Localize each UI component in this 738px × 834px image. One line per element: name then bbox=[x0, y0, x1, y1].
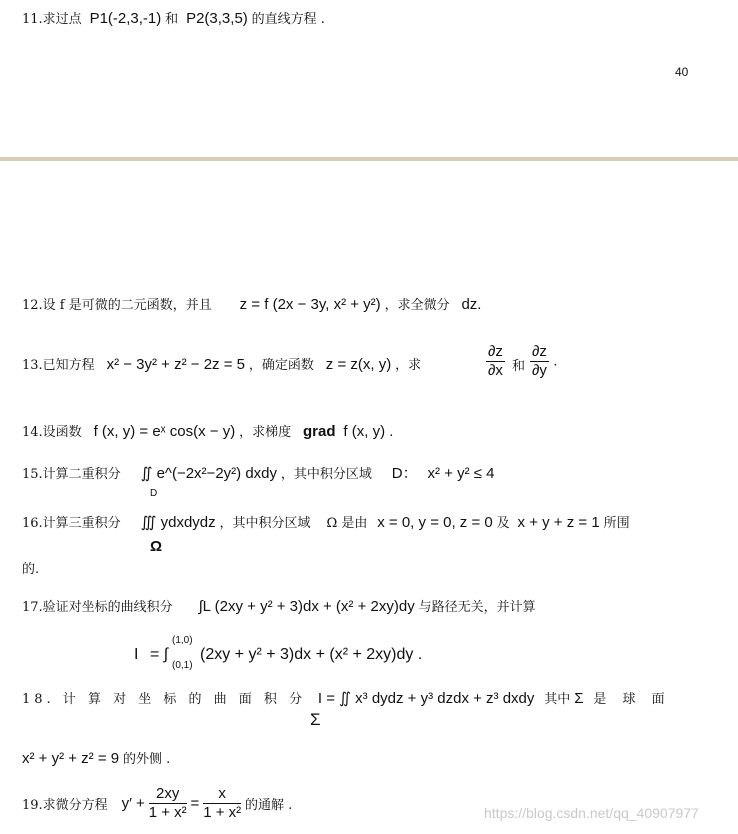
page-divider bbox=[0, 157, 738, 161]
q13-frac-dzdx bbox=[486, 343, 505, 380]
question-11 bbox=[22, 8, 325, 30]
q12-formula: z = f (2x − 3y, x² + y²) bbox=[239, 296, 381, 313]
q17-I: I bbox=[134, 646, 139, 663]
q15-region: x² + y² ≤ 4 bbox=[427, 465, 495, 482]
q18-sigma-sub: Σ bbox=[310, 710, 321, 729]
q16-plane: x + y + z = 1 bbox=[517, 514, 600, 531]
q16-omega: Ω 是由 bbox=[326, 516, 368, 531]
q11-label: 11.求过点 bbox=[22, 12, 82, 27]
q14-label: 14.设函数 bbox=[22, 425, 82, 440]
question-16 bbox=[22, 512, 630, 534]
q17-mid: 与路径无关，并计算 bbox=[418, 600, 536, 615]
question-12 bbox=[22, 294, 481, 316]
q16-label: 16.计算三重积分 bbox=[22, 516, 121, 531]
q14-tail: f (x, y) . bbox=[343, 423, 394, 440]
q15-D: D： bbox=[391, 465, 418, 482]
q17-integral: ∫L (2xy + y² + 3)dx + (x² + 2xy)dy bbox=[198, 598, 415, 615]
q18-sigma: Σ bbox=[574, 690, 584, 707]
q15-label: 15.计算二重积分 bbox=[22, 467, 121, 482]
q11-mid: 和 bbox=[165, 12, 179, 27]
q13-label: 13.已知方程 bbox=[22, 358, 95, 373]
q13-dy: ∂y bbox=[532, 362, 547, 379]
question-19 bbox=[22, 785, 292, 822]
q18-mid2: 是 球 面 bbox=[593, 692, 671, 707]
q18-integral: I = ∬ x³ dydz + y³ dzdx + z³ dxdy bbox=[317, 690, 535, 707]
q16-region-label: Ω bbox=[150, 538, 163, 555]
q19-lhs: y′ + bbox=[121, 795, 145, 812]
q12-tail: ，求全微分 bbox=[384, 298, 450, 313]
q14-grad: grad bbox=[303, 423, 336, 440]
q19-num2: x bbox=[203, 785, 241, 804]
watermark: https://blog.csdn.net/qq_40907977 bbox=[484, 805, 699, 821]
q11-p1: P1(-2,3,-1) bbox=[89, 10, 162, 27]
q13-frac-dzdy: $\frac{\partial z}{\partial y}$ . bbox=[532, 343, 558, 379]
q16-mid: ，其中积分区域 bbox=[219, 516, 311, 531]
q11-tail: 的直线方程 . bbox=[251, 12, 325, 27]
q13-dx: ∂x bbox=[488, 362, 503, 379]
q15-region-label: D bbox=[150, 488, 158, 499]
q17-label: 17.验证对坐标的曲线积分 bbox=[22, 600, 173, 615]
q13-dz-2: ∂z bbox=[532, 343, 547, 360]
q13-and: 和 bbox=[512, 359, 526, 374]
q12-label: 12.设 f 是可微的二元函数，并且 bbox=[22, 298, 212, 313]
q19-num1: 2xy bbox=[149, 785, 187, 804]
q17-equals: = ∫ bbox=[150, 646, 169, 663]
q16-tail: 所围 bbox=[603, 516, 630, 531]
q15-integral: ∬ e^(−2x²−2y²) dxdy bbox=[140, 465, 277, 482]
question-17 bbox=[22, 596, 536, 618]
question-15 bbox=[22, 463, 495, 485]
question-18 bbox=[22, 688, 671, 710]
q13-mid: ，确定函数 bbox=[248, 358, 314, 373]
q18-tail: 的外侧 . bbox=[123, 752, 171, 767]
q13-func: z = z(x, y) bbox=[325, 356, 392, 373]
q18-label: 18. 计 算 对 坐 标 的 曲 面 积 分 bbox=[22, 692, 306, 707]
q19-label: 19.求微分方程 bbox=[22, 798, 108, 813]
q13-formula: x² − 3y² + z² − 2z = 5 bbox=[106, 356, 245, 373]
q16-planes: x = 0, y = 0, z = 0 bbox=[377, 514, 493, 531]
q16-and: 及 bbox=[496, 516, 510, 531]
q19-eq: = bbox=[190, 795, 200, 812]
question-13 bbox=[22, 354, 421, 376]
q19-den2: 1 + x² bbox=[203, 804, 242, 821]
q16-tail2: 的. bbox=[22, 562, 40, 577]
q13-dz-1: ∂z bbox=[488, 343, 503, 360]
q11-p2: P2(3,3,5) bbox=[186, 10, 248, 27]
q17-upper: (1,0) bbox=[172, 635, 193, 646]
q14-formula: f (x, y) = eˣ cos(x − y) bbox=[93, 423, 236, 440]
question-14 bbox=[22, 421, 393, 443]
q19-den1: 1 + x² bbox=[148, 804, 187, 821]
q18-sphere: x² + y² + z² = 9 bbox=[22, 750, 120, 767]
q18-mid: 其中 bbox=[544, 692, 571, 707]
page-number: 40 bbox=[675, 65, 689, 79]
q16-integral: ∭ ydxdydz bbox=[140, 514, 216, 531]
q13-ask: ，求 bbox=[395, 358, 422, 373]
q19-tail: 的通解 . bbox=[245, 798, 293, 813]
q15-mid: ，其中积分区域 bbox=[280, 467, 372, 482]
q17-expr: (2xy + y² + 3)dx + (x² + 2xy)dy . bbox=[200, 646, 423, 663]
question-18-cont bbox=[22, 748, 170, 770]
q17-lower: (0,1) bbox=[172, 660, 193, 671]
q12-target: dz. bbox=[461, 296, 482, 313]
q14-mid: ，求梯度 bbox=[239, 425, 292, 440]
